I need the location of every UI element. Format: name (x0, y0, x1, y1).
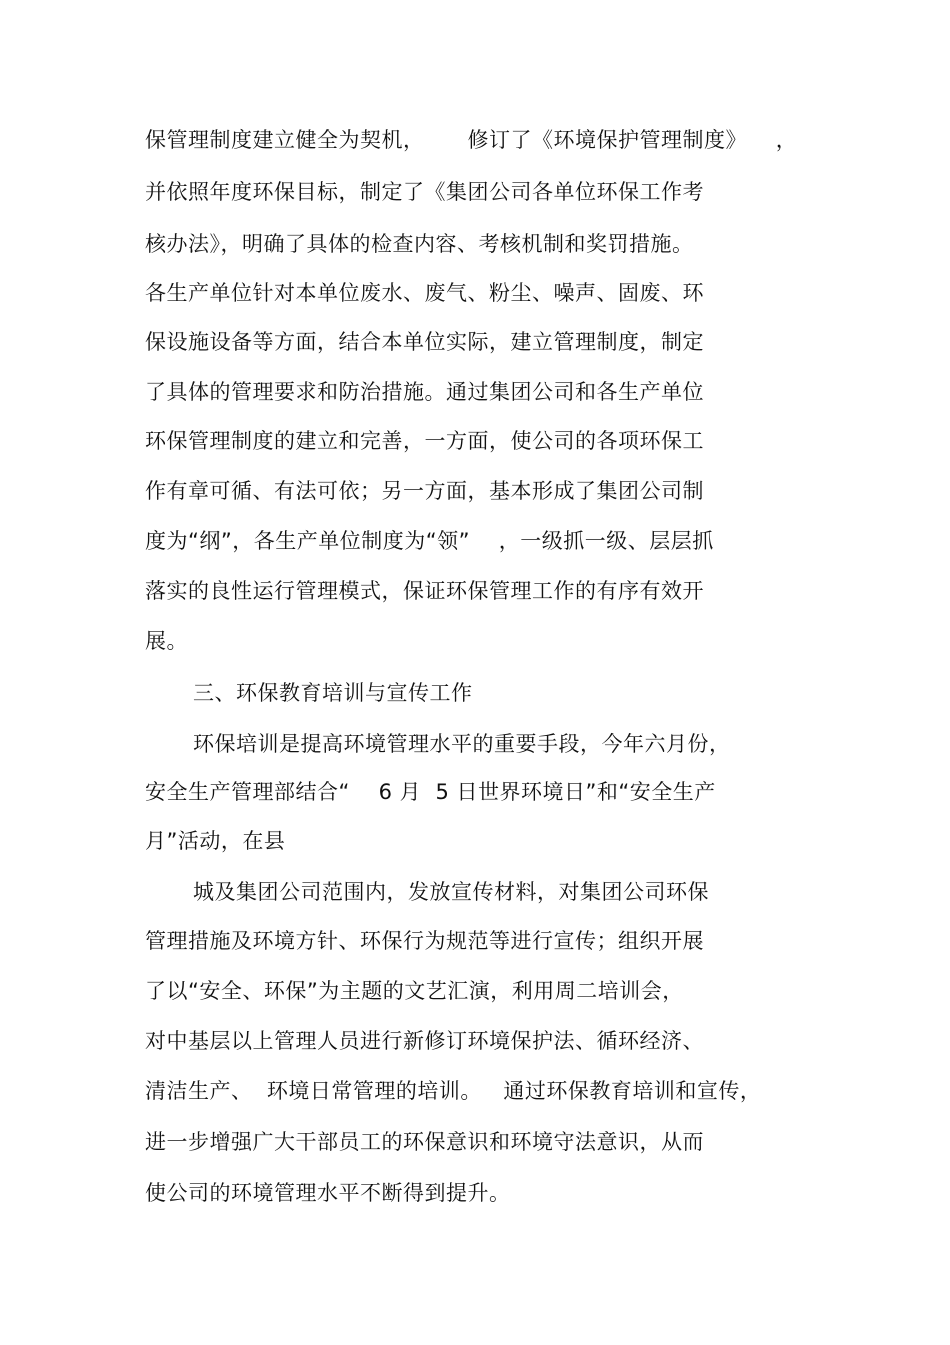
body-text-line: 度为“纲”，各生产单位制度为“领” ，一级抓一级、层层抓 (145, 529, 714, 553)
body-text-line: 环保培训是提高环境管理水平的重要手段，今年六月份， (193, 732, 731, 756)
body-text-line: 对中基层以上管理人员进行新修订环境保护法、循环经济、 (145, 1029, 704, 1053)
body-text-line: 并依照年度环保目标，制定了《集团公司各单位环保工作考 (145, 180, 704, 204)
body-text-line: 月”活动，在县 (145, 829, 286, 853)
body-text-line: 核办法》，明确了具体的检查内容、考核机制和奖罚措施。 (145, 232, 694, 256)
body-text-line: 了具体的管理要求和防治措施。通过集团公司和各生产单位 (145, 380, 704, 404)
body-text-line: 进一步增强广大干部员工的环保意识和环境守法意识，从而 (145, 1130, 704, 1154)
body-text-line: 管理措施及环境方针、环保行为规范等进行宣传；组织开展 (145, 929, 704, 953)
body-text-line: 清洁生产、 环境日常管理的培训。 通过环保教育培训和宣传， (145, 1079, 762, 1103)
body-text-line: 各生产单位针对本单位废水、废气、粉尘、噪声、固废、环 (145, 281, 704, 305)
body-text-line: 环保管理制度的建立和完善，一方面，使公司的各项环保工 (145, 429, 704, 453)
body-text-line: 保管理制度建立健全为契机， 修订了《环境保护管理制度》 ， (145, 128, 798, 152)
body-text-line: 保设施设备等方面，结合本单位实际，建立管理制度，制定 (145, 330, 704, 354)
section-heading: 三、环保教育培训与宣传工作 (193, 681, 473, 705)
body-text-line: 了以“安全、环保”为主题的文艺汇演，利用周二培训会， (145, 979, 684, 1003)
body-text-line: 城及集团公司范围内，发放宣传材料，对集团公司环保 (193, 880, 709, 904)
body-text-line: 使公司的环境管理水平不断得到提升。 (145, 1181, 511, 1205)
body-text-line: 落实的良性运行管理模式，保证环保管理工作的有序有效开 (145, 579, 704, 603)
body-text-line: 安全生产管理部结合“ 6 月 5 日世界环境日”和“安全生产 (145, 780, 716, 804)
body-text-line: 展。 (145, 629, 188, 653)
body-text-line: 作有章可循、有法可依；另一方面，基本形成了集团公司制 (145, 479, 704, 503)
